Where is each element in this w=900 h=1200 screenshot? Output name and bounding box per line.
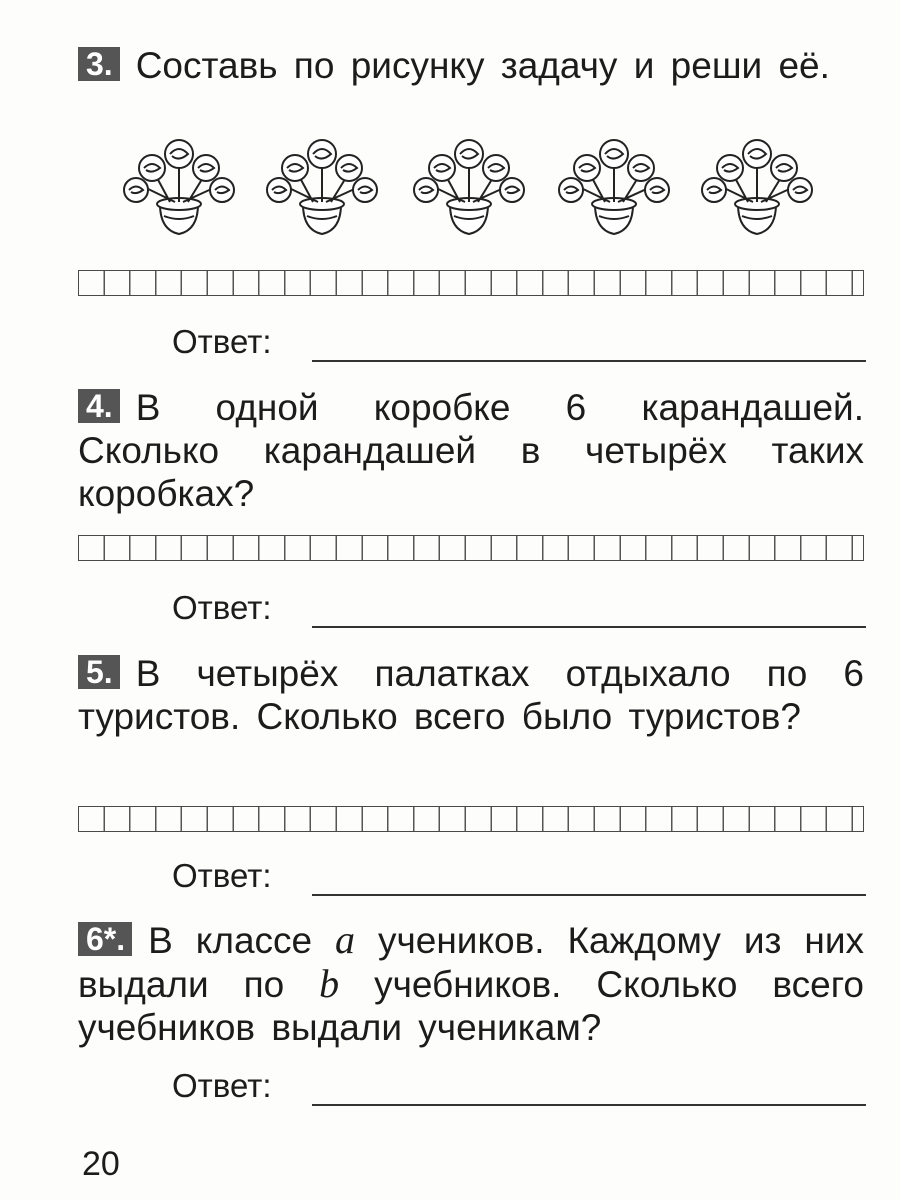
task-number-badge: 3. — [78, 47, 120, 81]
answer-row — [172, 856, 866, 900]
answer-label: Ответ: — [172, 857, 272, 894]
flower-pot-icon — [698, 132, 816, 242]
task-text: В одной коробке 6 карандашей. Сколько карандашей в четырёх таких коробках? — [78, 387, 864, 514]
task-text: Составь по рисунку задачу и реши её. — [135, 45, 830, 86]
task-text: В классе — [148, 920, 313, 961]
answer-field[interactable] — [312, 894, 866, 896]
page-number: 20 — [82, 1145, 120, 1183]
answer-label: Ответ: — [172, 1067, 272, 1104]
solution-grid[interactable] — [78, 806, 864, 832]
flower-pot-icon — [410, 132, 528, 242]
answer-row — [172, 322, 866, 366]
task-number-badge: 5. — [78, 655, 120, 689]
flower-pot-icon — [120, 132, 238, 242]
variable-a: a — [335, 917, 356, 962]
answer-field[interactable] — [312, 360, 866, 362]
task-5 — [78, 652, 864, 738]
task-text: учеников. Каждому из них выдали по — [78, 920, 864, 1005]
answer-row — [172, 1066, 866, 1110]
answer-label: Ответ: — [172, 589, 272, 626]
answer-label: Ответ: — [172, 323, 272, 360]
flower-pot-icon — [263, 132, 381, 242]
answer-row — [172, 588, 866, 632]
task-text: учебников. Сколько всего учебников выдали ученикам? — [78, 964, 865, 1048]
flower-pot-icon — [555, 132, 673, 242]
task-number-badge: 4. — [78, 389, 120, 423]
task-6 — [78, 918, 864, 1049]
flower-pots-picture — [120, 132, 820, 242]
task-4 — [78, 386, 864, 515]
solution-grid[interactable] — [78, 270, 864, 296]
solution-grid[interactable] — [78, 535, 864, 561]
variable-b: b — [319, 961, 340, 1006]
task-3 — [78, 44, 864, 87]
task-number-badge: 6*. — [78, 922, 132, 956]
answer-field[interactable] — [312, 626, 866, 628]
task-text: В четырёх палатках отдыхало по 6 туристов. Сколько всего было туристов? — [78, 653, 864, 737]
answer-field[interactable] — [312, 1104, 866, 1106]
